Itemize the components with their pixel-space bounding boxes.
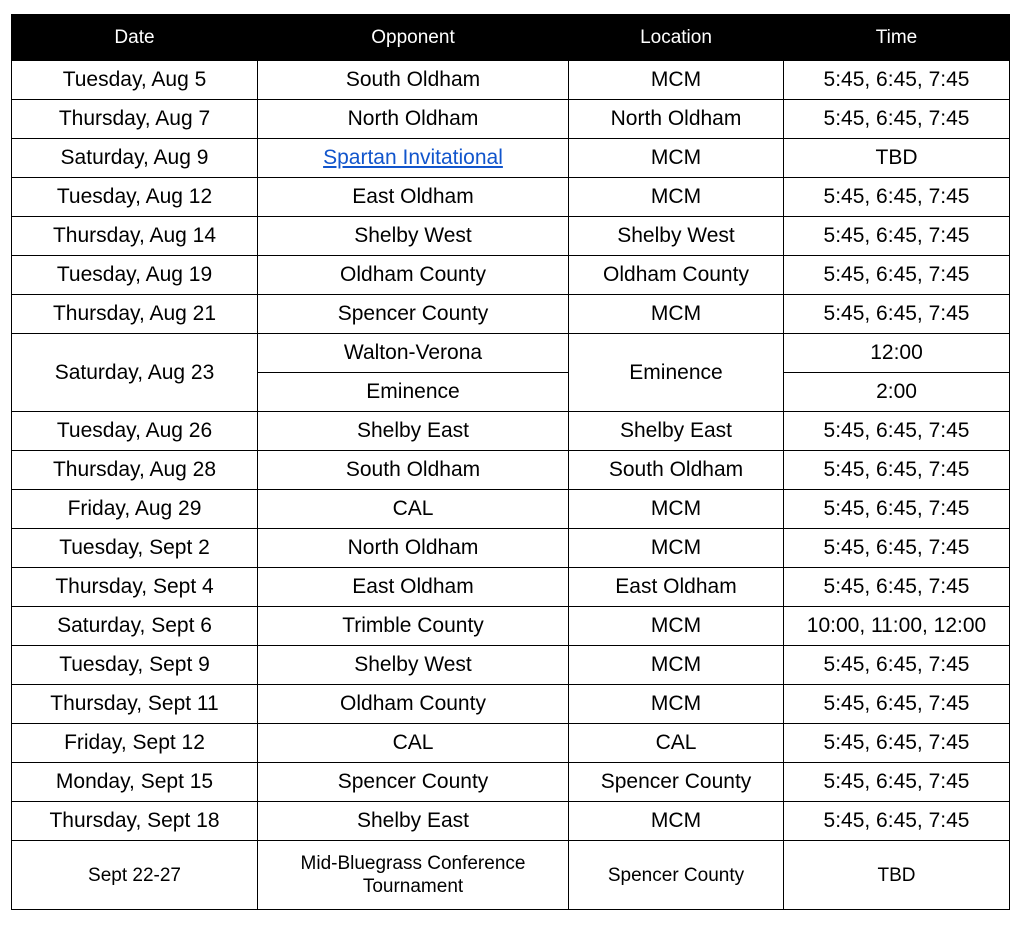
location-cell: MCM bbox=[569, 295, 784, 334]
header-opponent: Opponent bbox=[258, 15, 569, 61]
opponent-cell: Shelby West bbox=[258, 646, 569, 685]
date-cell: Saturday, Aug 9 bbox=[12, 139, 258, 178]
opponent-cell: Shelby East bbox=[258, 802, 569, 841]
opponent-cell: South Oldham bbox=[258, 61, 569, 100]
location-cell: MCM bbox=[569, 490, 784, 529]
opponent-cell: CAL bbox=[258, 490, 569, 529]
time-cell: 5:45, 6:45, 7:45 bbox=[784, 646, 1010, 685]
table-row bbox=[12, 295, 1010, 334]
time-cell: 5:45, 6:45, 7:45 bbox=[784, 724, 1010, 763]
date-cell: Sept 22-27 bbox=[12, 841, 258, 910]
time-cell: 5:45, 6:45, 7:45 bbox=[784, 217, 1010, 256]
table-row bbox=[12, 490, 1010, 529]
opponent-cell: CAL bbox=[258, 724, 569, 763]
date-cell: Tuesday, Sept 9 bbox=[12, 646, 258, 685]
location-cell: MCM bbox=[569, 607, 784, 646]
location-cell: Shelby East bbox=[569, 412, 784, 451]
date-cell: Thursday, Aug 7 bbox=[12, 100, 258, 139]
time-cell: 5:45, 6:45, 7:45 bbox=[784, 412, 1010, 451]
time-cell: 5:45, 6:45, 7:45 bbox=[784, 763, 1010, 802]
location-cell: MCM bbox=[569, 646, 784, 685]
table-row bbox=[12, 763, 1010, 802]
time-cell: TBD bbox=[784, 841, 1010, 910]
location-cell: MCM bbox=[569, 61, 784, 100]
time-cell: 5:45, 6:45, 7:45 bbox=[784, 802, 1010, 841]
table-row bbox=[12, 100, 1010, 139]
table-row bbox=[12, 646, 1010, 685]
opponent-cell: Oldham County bbox=[258, 256, 569, 295]
table-row bbox=[12, 724, 1010, 763]
opponent-cell: Shelby West bbox=[258, 217, 569, 256]
location-cell: MCM bbox=[569, 529, 784, 568]
opponent-cell: East Oldham bbox=[258, 178, 569, 217]
table-row bbox=[12, 217, 1010, 256]
opponent-cell: North Oldham bbox=[258, 100, 569, 139]
time-cell: 5:45, 6:45, 7:45 bbox=[784, 295, 1010, 334]
schedule-table bbox=[11, 14, 1010, 910]
date-cell: Thursday, Aug 21 bbox=[12, 295, 258, 334]
time-cell: 12:00 bbox=[784, 334, 1010, 373]
spartan-invitational-link[interactable]: Spartan Invitational bbox=[323, 146, 503, 169]
time-cell: 5:45, 6:45, 7:45 bbox=[784, 451, 1010, 490]
date-cell: Thursday, Aug 28 bbox=[12, 451, 258, 490]
table-row bbox=[12, 412, 1010, 451]
location-cell: MCM bbox=[569, 178, 784, 217]
header-time: Time bbox=[784, 15, 1010, 61]
table-row bbox=[12, 568, 1010, 607]
location-cell: South Oldham bbox=[569, 451, 784, 490]
opponent-cell: Walton-Verona bbox=[258, 334, 569, 373]
time-cell: 5:45, 6:45, 7:45 bbox=[784, 61, 1010, 100]
table-row bbox=[12, 607, 1010, 646]
header-location: Location bbox=[569, 15, 784, 61]
table-row bbox=[12, 685, 1010, 724]
date-cell: Saturday, Sept 6 bbox=[12, 607, 258, 646]
table-row bbox=[12, 334, 1010, 373]
date-cell: Tuesday, Sept 2 bbox=[12, 529, 258, 568]
date-cell: Saturday, Aug 23 bbox=[12, 334, 258, 412]
opponent-cell: Mid-Bluegrass Conference Tournament bbox=[258, 841, 569, 910]
opponent-cell: South Oldham bbox=[258, 451, 569, 490]
date-cell: Friday, Aug 29 bbox=[12, 490, 258, 529]
date-cell: Tuesday, Aug 26 bbox=[12, 412, 258, 451]
date-cell: Monday, Sept 15 bbox=[12, 763, 258, 802]
location-cell: Spencer County bbox=[569, 763, 784, 802]
date-cell: Thursday, Aug 14 bbox=[12, 217, 258, 256]
location-cell: MCM bbox=[569, 139, 784, 178]
time-cell: 5:45, 6:45, 7:45 bbox=[784, 685, 1010, 724]
date-cell: Thursday, Sept 4 bbox=[12, 568, 258, 607]
table-row bbox=[12, 256, 1010, 295]
location-cell: Oldham County bbox=[569, 256, 784, 295]
table-row bbox=[12, 802, 1010, 841]
header-row bbox=[12, 15, 1010, 61]
location-cell: MCM bbox=[569, 685, 784, 724]
opponent-cell: Trimble County bbox=[258, 607, 569, 646]
opponent-cell: Shelby East bbox=[258, 412, 569, 451]
table-row bbox=[12, 451, 1010, 490]
date-cell: Thursday, Sept 11 bbox=[12, 685, 258, 724]
time-cell: 5:45, 6:45, 7:45 bbox=[784, 100, 1010, 139]
time-cell: 10:00, 11:00, 12:00 bbox=[784, 607, 1010, 646]
table-row bbox=[12, 139, 1010, 178]
time-cell: 5:45, 6:45, 7:45 bbox=[784, 568, 1010, 607]
table-row bbox=[12, 841, 1010, 910]
time-cell: 5:45, 6:45, 7:45 bbox=[784, 178, 1010, 217]
location-cell: North Oldham bbox=[569, 100, 784, 139]
opponent-cell: Spencer County bbox=[258, 295, 569, 334]
table-row bbox=[12, 178, 1010, 217]
location-cell: Spencer County bbox=[569, 841, 784, 910]
table-row bbox=[12, 61, 1010, 100]
location-cell: East Oldham bbox=[569, 568, 784, 607]
time-cell: 5:45, 6:45, 7:45 bbox=[784, 529, 1010, 568]
opponent-cell bbox=[258, 139, 569, 178]
location-cell: Shelby West bbox=[569, 217, 784, 256]
opponent-cell: East Oldham bbox=[258, 568, 569, 607]
date-cell: Friday, Sept 12 bbox=[12, 724, 258, 763]
time-cell: TBD bbox=[784, 139, 1010, 178]
date-cell: Thursday, Sept 18 bbox=[12, 802, 258, 841]
header-date: Date bbox=[12, 15, 258, 61]
date-cell: Tuesday, Aug 19 bbox=[12, 256, 258, 295]
time-cell: 2:00 bbox=[784, 373, 1010, 412]
opponent-cell: North Oldham bbox=[258, 529, 569, 568]
date-cell: Tuesday, Aug 5 bbox=[12, 61, 258, 100]
table-row bbox=[12, 529, 1010, 568]
location-cell: MCM bbox=[569, 802, 784, 841]
location-cell: CAL bbox=[569, 724, 784, 763]
date-cell: Tuesday, Aug 12 bbox=[12, 178, 258, 217]
opponent-cell: Oldham County bbox=[258, 685, 569, 724]
opponent-cell: Spencer County bbox=[258, 763, 569, 802]
location-cell: Eminence bbox=[569, 334, 784, 412]
time-cell: 5:45, 6:45, 7:45 bbox=[784, 256, 1010, 295]
time-cell: 5:45, 6:45, 7:45 bbox=[784, 490, 1010, 529]
opponent-cell: Eminence bbox=[258, 373, 569, 412]
